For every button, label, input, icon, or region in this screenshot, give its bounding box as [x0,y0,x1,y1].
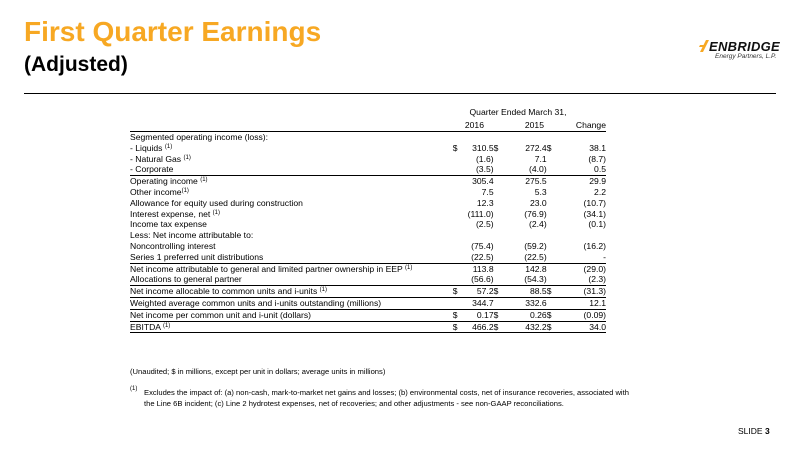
header-divider [24,93,776,94]
currency-2016: $ [453,286,463,298]
value-2015: (76.9) [524,208,547,219]
value-2015: 88.5 [506,286,547,298]
value-change: 38.1 [589,142,606,153]
value-2016: 113.8 [472,263,494,274]
logo-wordmark: ENBRIDGE [709,39,781,54]
value-2016: (111.0) [467,208,494,219]
enbridge-logo [697,36,787,70]
value-2016: 0.17 [463,309,494,321]
currency-2016: $ [452,142,458,153]
currency-2015 [494,252,506,263]
value-2016: 466.2 [463,321,494,333]
value-2015: (2.4) [529,219,547,230]
value-2016 [463,230,494,241]
currency-change [547,297,561,309]
table-row [130,187,606,198]
value-2015 [506,132,547,143]
footnote-1 [130,387,630,409]
value-change: (34.1) [583,208,606,219]
value-change: (29.0) [583,263,606,274]
row-label: Income tax expense [130,219,207,230]
value-change: 34.0 [561,321,606,333]
currency-2015 [494,297,506,309]
table-row [130,297,606,309]
currency-2016: $ [453,309,463,321]
footnote-marker: (1) [130,386,138,392]
currency-change [547,154,561,165]
table-row [130,321,606,333]
row-label: - Corporate [130,164,453,175]
table-row [130,274,606,285]
column-header-change: Change [575,120,606,130]
earnings-table [130,132,606,333]
column-header-2016: 2016 [464,120,484,130]
table-row [130,164,606,175]
logo-subtext: Energy Partners, L.P. [715,53,777,60]
currency-change [547,209,561,220]
currency-change [547,241,561,252]
currency-2015 [494,198,506,209]
currency-2015 [494,132,506,143]
value-2015: 272.4 [525,142,547,153]
value-change: (10.7) [583,197,606,208]
currency-2016 [453,209,463,220]
table-row [130,219,606,230]
value-2016: (56.6) [463,274,494,285]
currency-2016 [453,297,463,309]
currency-2016 [453,164,463,175]
value-2015: 23.0 [529,197,547,208]
table-row [130,252,606,263]
currency-2015 [494,154,506,165]
currency-2015 [494,263,506,274]
currency-2015 [494,230,506,241]
table-row [130,143,606,154]
currency-2016 [453,154,463,165]
table-row [130,286,606,298]
period-header: Quarter Ended March 31, [469,107,567,117]
value-2015: (54.3) [506,274,547,285]
currency-change [547,219,561,230]
row-label: Less: Net income attributable to: [130,230,254,241]
table-row [130,209,606,220]
value-2015: (4.0) [506,164,547,175]
row-label: Allowance for equity used during construction [130,197,303,208]
currency-2016 [453,241,463,252]
currency-2015: $ [494,321,506,333]
row-label: Series 1 preferred unit distributions [130,252,453,263]
value-change: 29.9 [589,176,606,187]
currency-2016: $ [453,321,463,333]
row-label: Noncontrolling interest [130,240,216,251]
row-label: - Liquids $^{(1)}$ [130,142,173,153]
currency-change: $ [547,286,561,298]
value-change: (0.09) [561,309,606,321]
row-label: Operating income $^{(1)}$ [130,176,208,187]
table-row [130,263,606,274]
value-2016: (1.6) [475,153,494,164]
row-label: - Natural Gas $^{(1)}$ [130,153,191,164]
value-2016: (2.5) [475,219,494,230]
value-change: 12.1 [561,297,606,309]
value-change: - [561,252,606,263]
currency-change [547,252,561,263]
currency-2015 [494,209,506,220]
currency-change [547,176,561,187]
value-2015: 0.26 [506,309,547,321]
currency-2015 [494,176,506,187]
value-change: (2.3) [561,274,606,285]
value-change: (0.1) [588,219,606,230]
row-label: EBITDA $^{(1)}$ [130,321,453,333]
currency-2015 [494,241,506,252]
value-2016: (3.5) [463,164,494,175]
currency-2016 [453,219,463,230]
currency-change [547,274,561,285]
row-label: Weighted average common units and i-units outstanding (millions) [130,297,453,309]
currency-change [547,187,561,198]
table-header [130,107,606,133]
value-change: 0.5 [561,164,606,175]
currency-change [547,230,561,241]
currency-2015 [494,164,506,175]
currency-2015: $ [494,286,506,298]
currency-change: $ [546,142,552,153]
slide-number-value: 3 [764,426,770,436]
currency-change [547,263,561,274]
value-2015: 432.2 [506,321,547,333]
value-2015: 332.6 [506,297,547,309]
value-change: 2.2 [594,186,606,197]
page-title: First Quarter Earnings [24,16,322,47]
table-row [130,154,606,165]
currency-2016 [453,252,463,263]
currency-2015: $ [494,309,506,321]
currency-change: $ [547,309,561,321]
currency-2016 [453,274,463,285]
row-label: Net income attributable to general and limited partner ownership in EEP $^{(1)}$ [130,263,413,274]
value-2015: 142.8 [525,263,547,274]
value-change: (8.7) [588,153,606,164]
value-change: (16.2) [583,240,606,251]
currency-change [547,164,561,175]
slide-label: SLIDE [738,426,763,436]
value-2016: (22.5) [463,252,494,263]
value-2016: 310.5 [472,142,494,153]
currency-2016 [453,198,463,209]
currency-2016 [453,230,463,241]
value-2015 [506,230,547,241]
value-2016: (75.4) [471,240,494,251]
value-2015: 275.5 [525,176,547,187]
row-label: Segmented operating income (loss): [130,132,269,142]
currency-change [547,132,561,143]
table-row [130,198,606,209]
slide-number [738,426,770,436]
value-2016: 344.7 [463,297,494,309]
unaudited-note: (Unaudited; $ in millions, except per unit in dollars; average units in millions) [130,367,386,376]
currency-2016 [453,263,463,274]
footnote-text: Excludes the impact of: (a) non-cash, mark-to-market net gains and losses; (b) environmental costs, net of insurance recoveries, associated with the Line 6B incident; (c) Line 2 hydrotest expenses, net of recoveries; and other adjustments - see non-GAAP reconciliations. [144,388,629,408]
currency-2015 [494,187,506,198]
row-label: Interest expense, net $^{(1)}$ [130,208,220,219]
table-row [130,241,606,252]
table-row [130,309,606,321]
currency-2016 [453,132,463,143]
row-label: Allocations to general partner [130,274,453,285]
value-2015: 5.3 [534,186,547,197]
page-subtitle: (Adjusted) [24,53,128,76]
table-row [130,176,606,187]
value-2015: (22.5) [506,252,547,263]
currency-2015 [494,219,506,230]
value-2015: (59.2) [524,240,547,251]
value-2016: 305.4 [472,176,494,187]
value-2016 [463,132,494,143]
value-change [561,132,606,143]
currency-2016 [453,176,463,187]
currency-2015 [494,274,506,285]
table-row [130,132,606,143]
row-label: Net income per common unit and i-unit (dollars) [130,309,453,321]
row-label: Other income$^{(1)}$ [130,186,189,197]
currency-2016 [453,187,463,198]
currency-2015: $ [493,142,499,153]
value-2016: 57.2 [463,286,494,298]
value-2016: 7.5 [481,186,494,197]
currency-change [547,198,561,209]
currency-change: $ [547,321,561,333]
table-row [130,230,606,241]
value-change [561,230,606,241]
value-2016: 12.3 [476,197,494,208]
value-change: (31.3) [561,286,606,298]
column-header-2015: 2015 [524,120,544,130]
value-2015: 7.1 [534,153,547,164]
row-label: Net income allocable to common units and i-units $^{(1)}$ [130,286,453,298]
